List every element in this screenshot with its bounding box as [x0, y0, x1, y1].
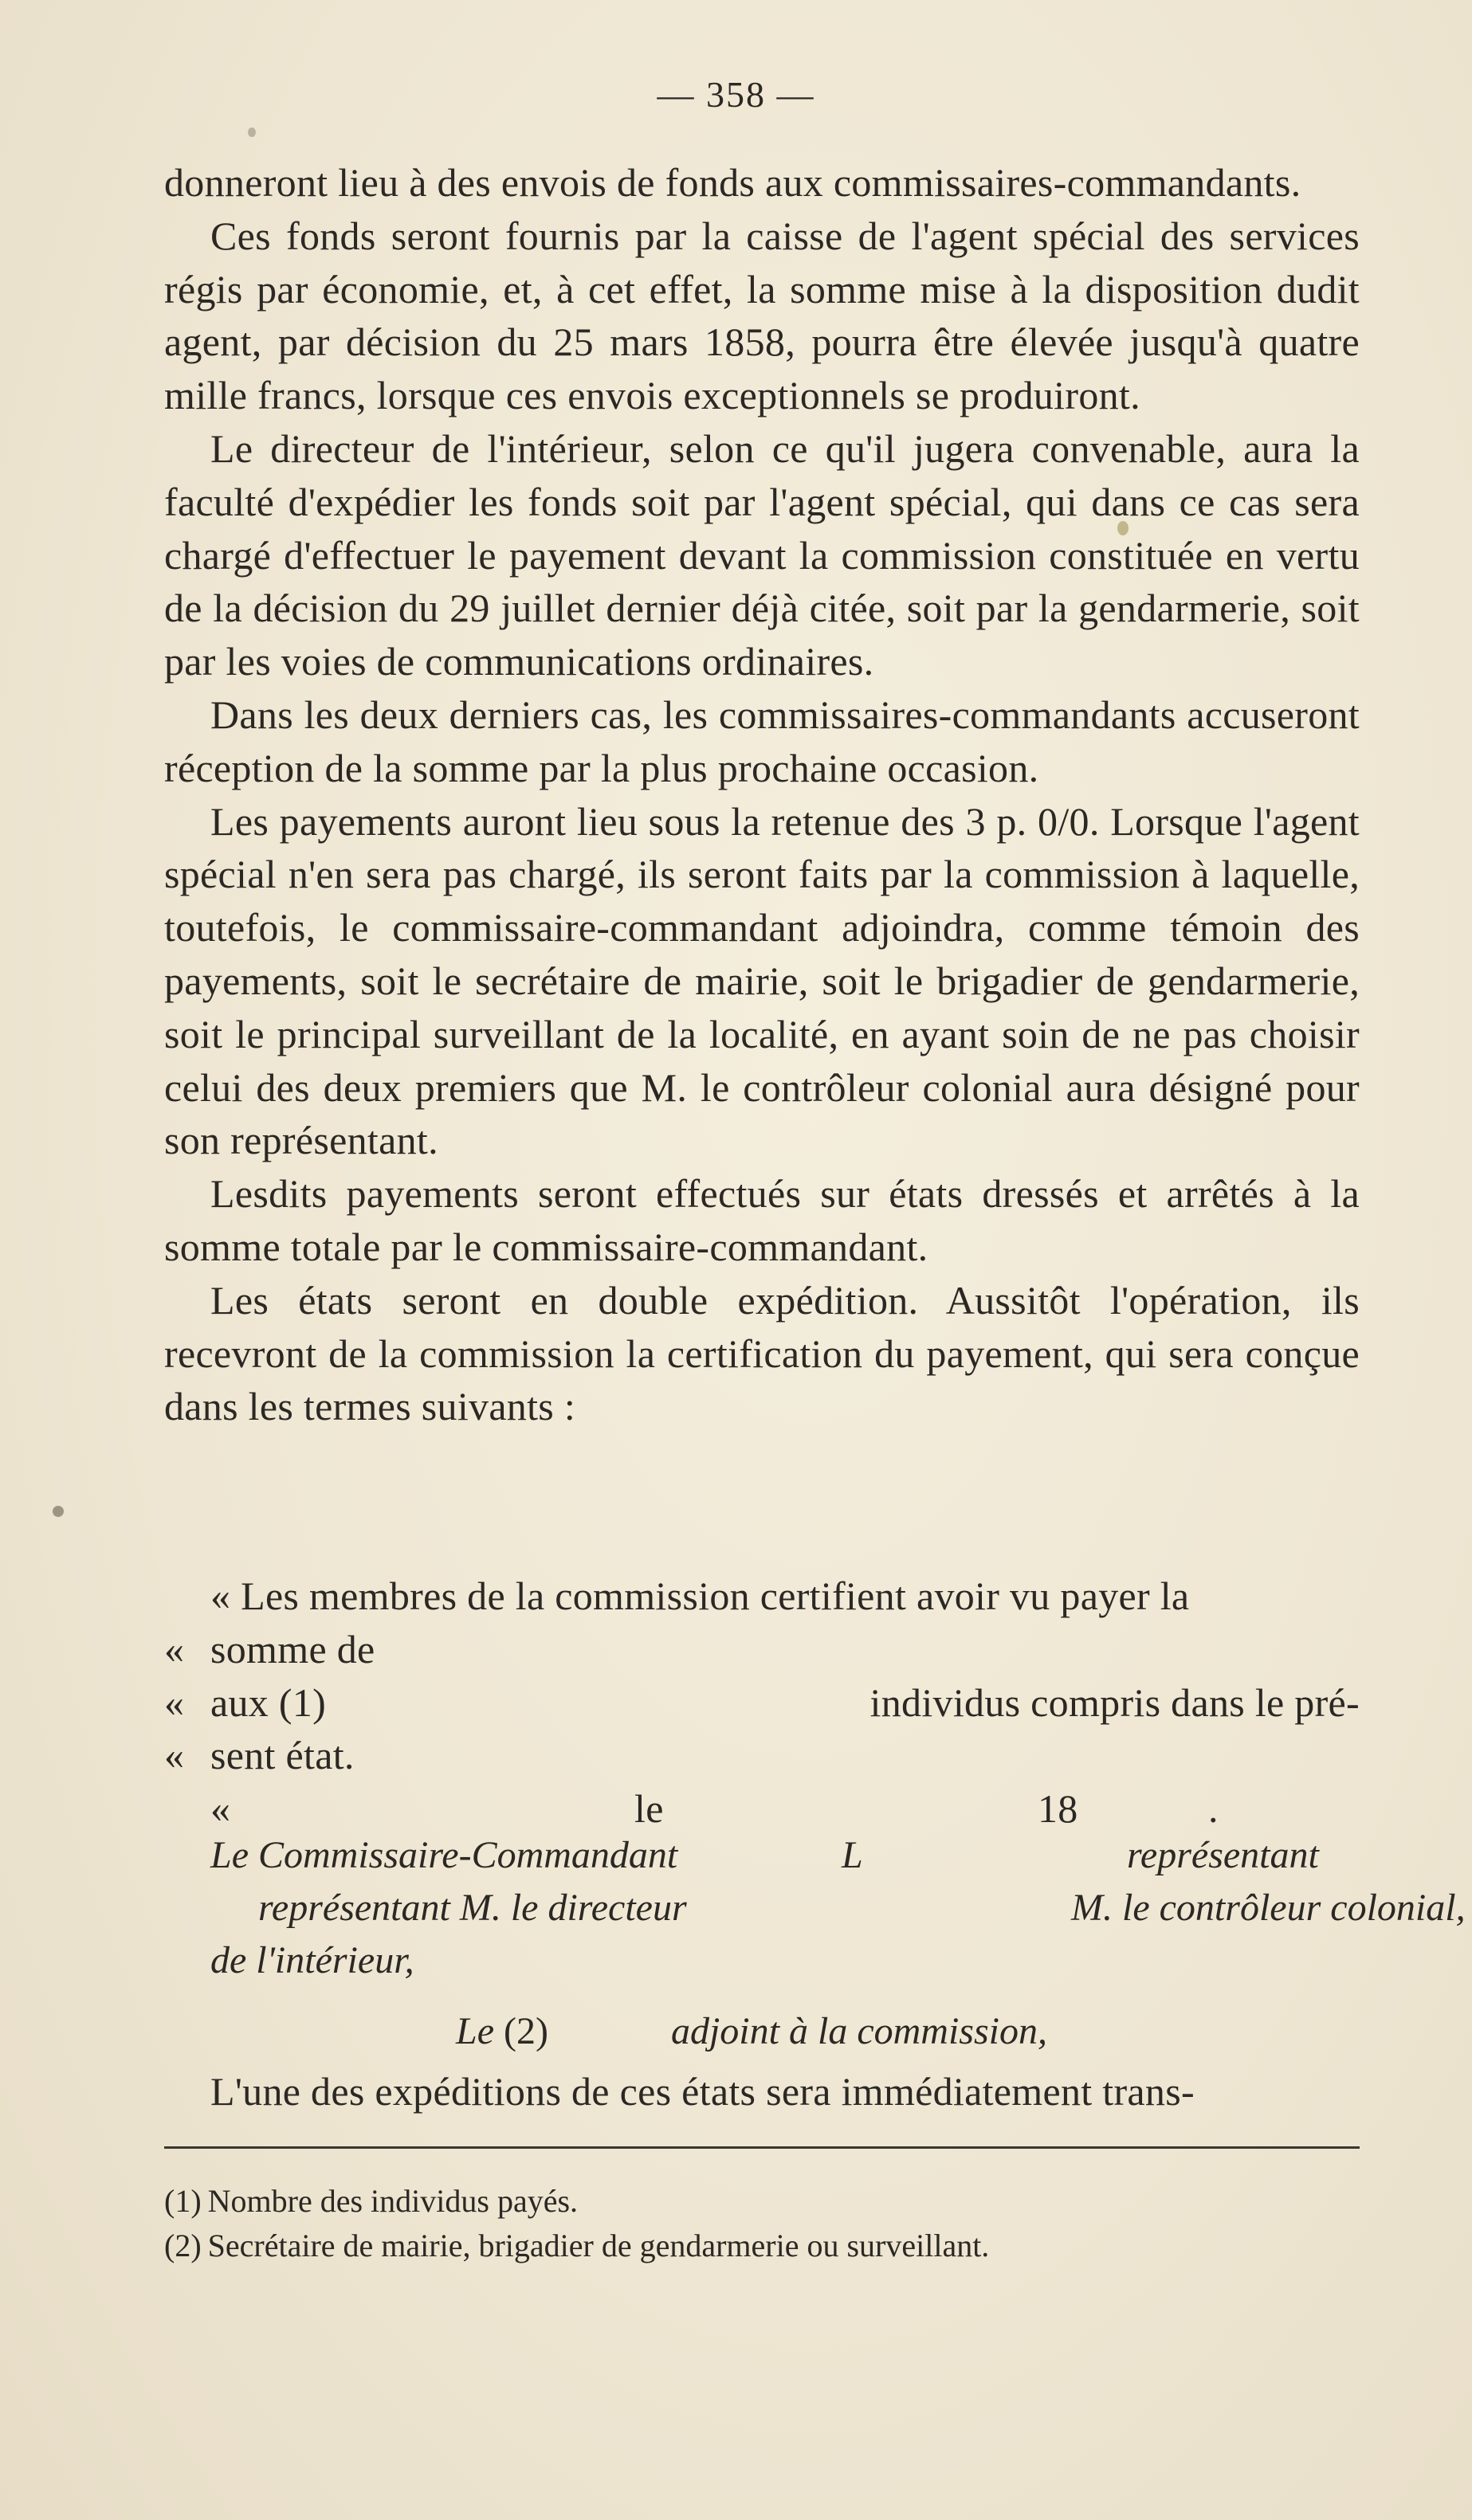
- body-text: [164, 156, 1360, 1433]
- quote-mark: «: [164, 1679, 185, 1725]
- footnote-mark: (2): [164, 2228, 202, 2263]
- paragraph: L'une des expéditions de ces états sera immédiatement trans-: [210, 2069, 1195, 2114]
- certification-line: « Les membres de la commission certifient avoir vu payer la: [210, 1574, 1190, 1618]
- certification-text: somme de: [210, 1626, 375, 1672]
- footnote-mark: (1): [164, 2183, 202, 2219]
- certification-line: [164, 1729, 1360, 1782]
- signature-representant: [1071, 1829, 1472, 1934]
- signature-line: M. le contrôleur colonial,: [1071, 1887, 1466, 1929]
- paragraph: Les payements auront lieu sous la retenue des 3 p. 0/0. Lorsque l'agent spécial n'en sera pas chargé, ils seront faits par la commission à laquelle, toutefois, le commissaire-commandant adjoindra, comme témoin des payements, soit le secrétaire de mairie, soit le brigadier de gendarmerie, soit le principal surveillant de la localité, en ayant soin de ne pas choisir celui des deux premiers que M. le contrôleur colonial aura désigné pour son représentant.: [164, 798, 1360, 1163]
- certification-text: aux (1): [210, 1679, 327, 1725]
- certification-date-line: [164, 1782, 1360, 1836]
- paragraph: Dans les deux derniers cas, les commissaires-commandants accuseront réception de la somme par la plus prochaine occasion.: [164, 692, 1360, 790]
- footnote-reference: (2): [504, 2010, 548, 2052]
- adjoint-le: Le: [456, 2010, 494, 2052]
- paragraph: Les états seront en double expédition. Aussitôt l'opération, ils recevront de la commission la certification du payement, qui sera conçue dans les termes suivants :: [164, 1277, 1360, 1429]
- certification-formula: [164, 1570, 1360, 1836]
- date-end: .: [1208, 1786, 1219, 1832]
- certification-text: sent état.: [210, 1733, 355, 1778]
- ink-spot: [248, 127, 256, 137]
- paragraph: donneront lieu à des envois de fonds aux commissaires-commandants.: [164, 160, 1301, 205]
- ink-spot: [53, 1506, 64, 1517]
- certification-text: individus compris dans le pré-: [869, 1679, 1360, 1725]
- signature-line: Le Commissaire-Commandant: [210, 1834, 678, 1876]
- certification-text: [164, 1676, 326, 1730]
- continuation-text: [164, 2065, 1360, 2118]
- footnote: [164, 2224, 1360, 2268]
- date-le: le: [634, 1786, 664, 1832]
- signature-commissaire: [210, 1829, 832, 1987]
- signature-line: de l'intérieur,: [210, 1939, 414, 1981]
- paragraph: Ces fonds seront fournis par la caisse de l'agent spécial des services régis par économie, et, à cet effet, la somme mise à la disposition dudit agent, par décision du 25 mars 1858, pourra être élevée jusqu'à quatre mille francs, lorsque ces envois exceptionnels se produiront.: [164, 213, 1360, 418]
- signature-initial: L: [842, 1834, 863, 1876]
- footnote-divider: [164, 2146, 1360, 2149]
- date-year: 18: [1038, 1786, 1078, 1832]
- quote-mark: «: [210, 1786, 231, 1832]
- paragraph: Lesdits payements seront effectués sur états dressés et arrêtés à la somme totale par le commissaire-commandant.: [164, 1171, 1360, 1269]
- signature-line: représentant: [1127, 1834, 1319, 1876]
- quote-mark: «: [164, 1733, 185, 1778]
- footnote-text: Secrétaire de mairie, brigadier de gendarmerie ou surveillant.: [207, 2228, 990, 2263]
- quote-mark: «: [164, 1626, 185, 1672]
- footnotes: [164, 2179, 1360, 2268]
- footnote-text: Nombre des individus payés.: [207, 2183, 579, 2219]
- certification-line: [164, 1676, 1360, 1730]
- page-number: — 358 —: [657, 74, 815, 115]
- signature-adjoint: [456, 2009, 1047, 2053]
- signature-line: représentant M. le directeur: [258, 1887, 687, 1929]
- paragraph: Le directeur de l'intérieur, selon ce qu'il jugera convenable, aura la faculté d'expédier les fonds soit par l'agent spécial, qui dans ce cas sera chargé d'effectuer le payement devant la commission constituée en vertu de la décision du 29 juillet dernier déjà citée, soit par la gendarmerie, soit par les voies de communications ordinaires.: [164, 425, 1360, 684]
- certification-line: [164, 1623, 1360, 1676]
- adjoint-text: adjoint à la commission,: [670, 2010, 1047, 2052]
- footnote: [164, 2179, 1360, 2224]
